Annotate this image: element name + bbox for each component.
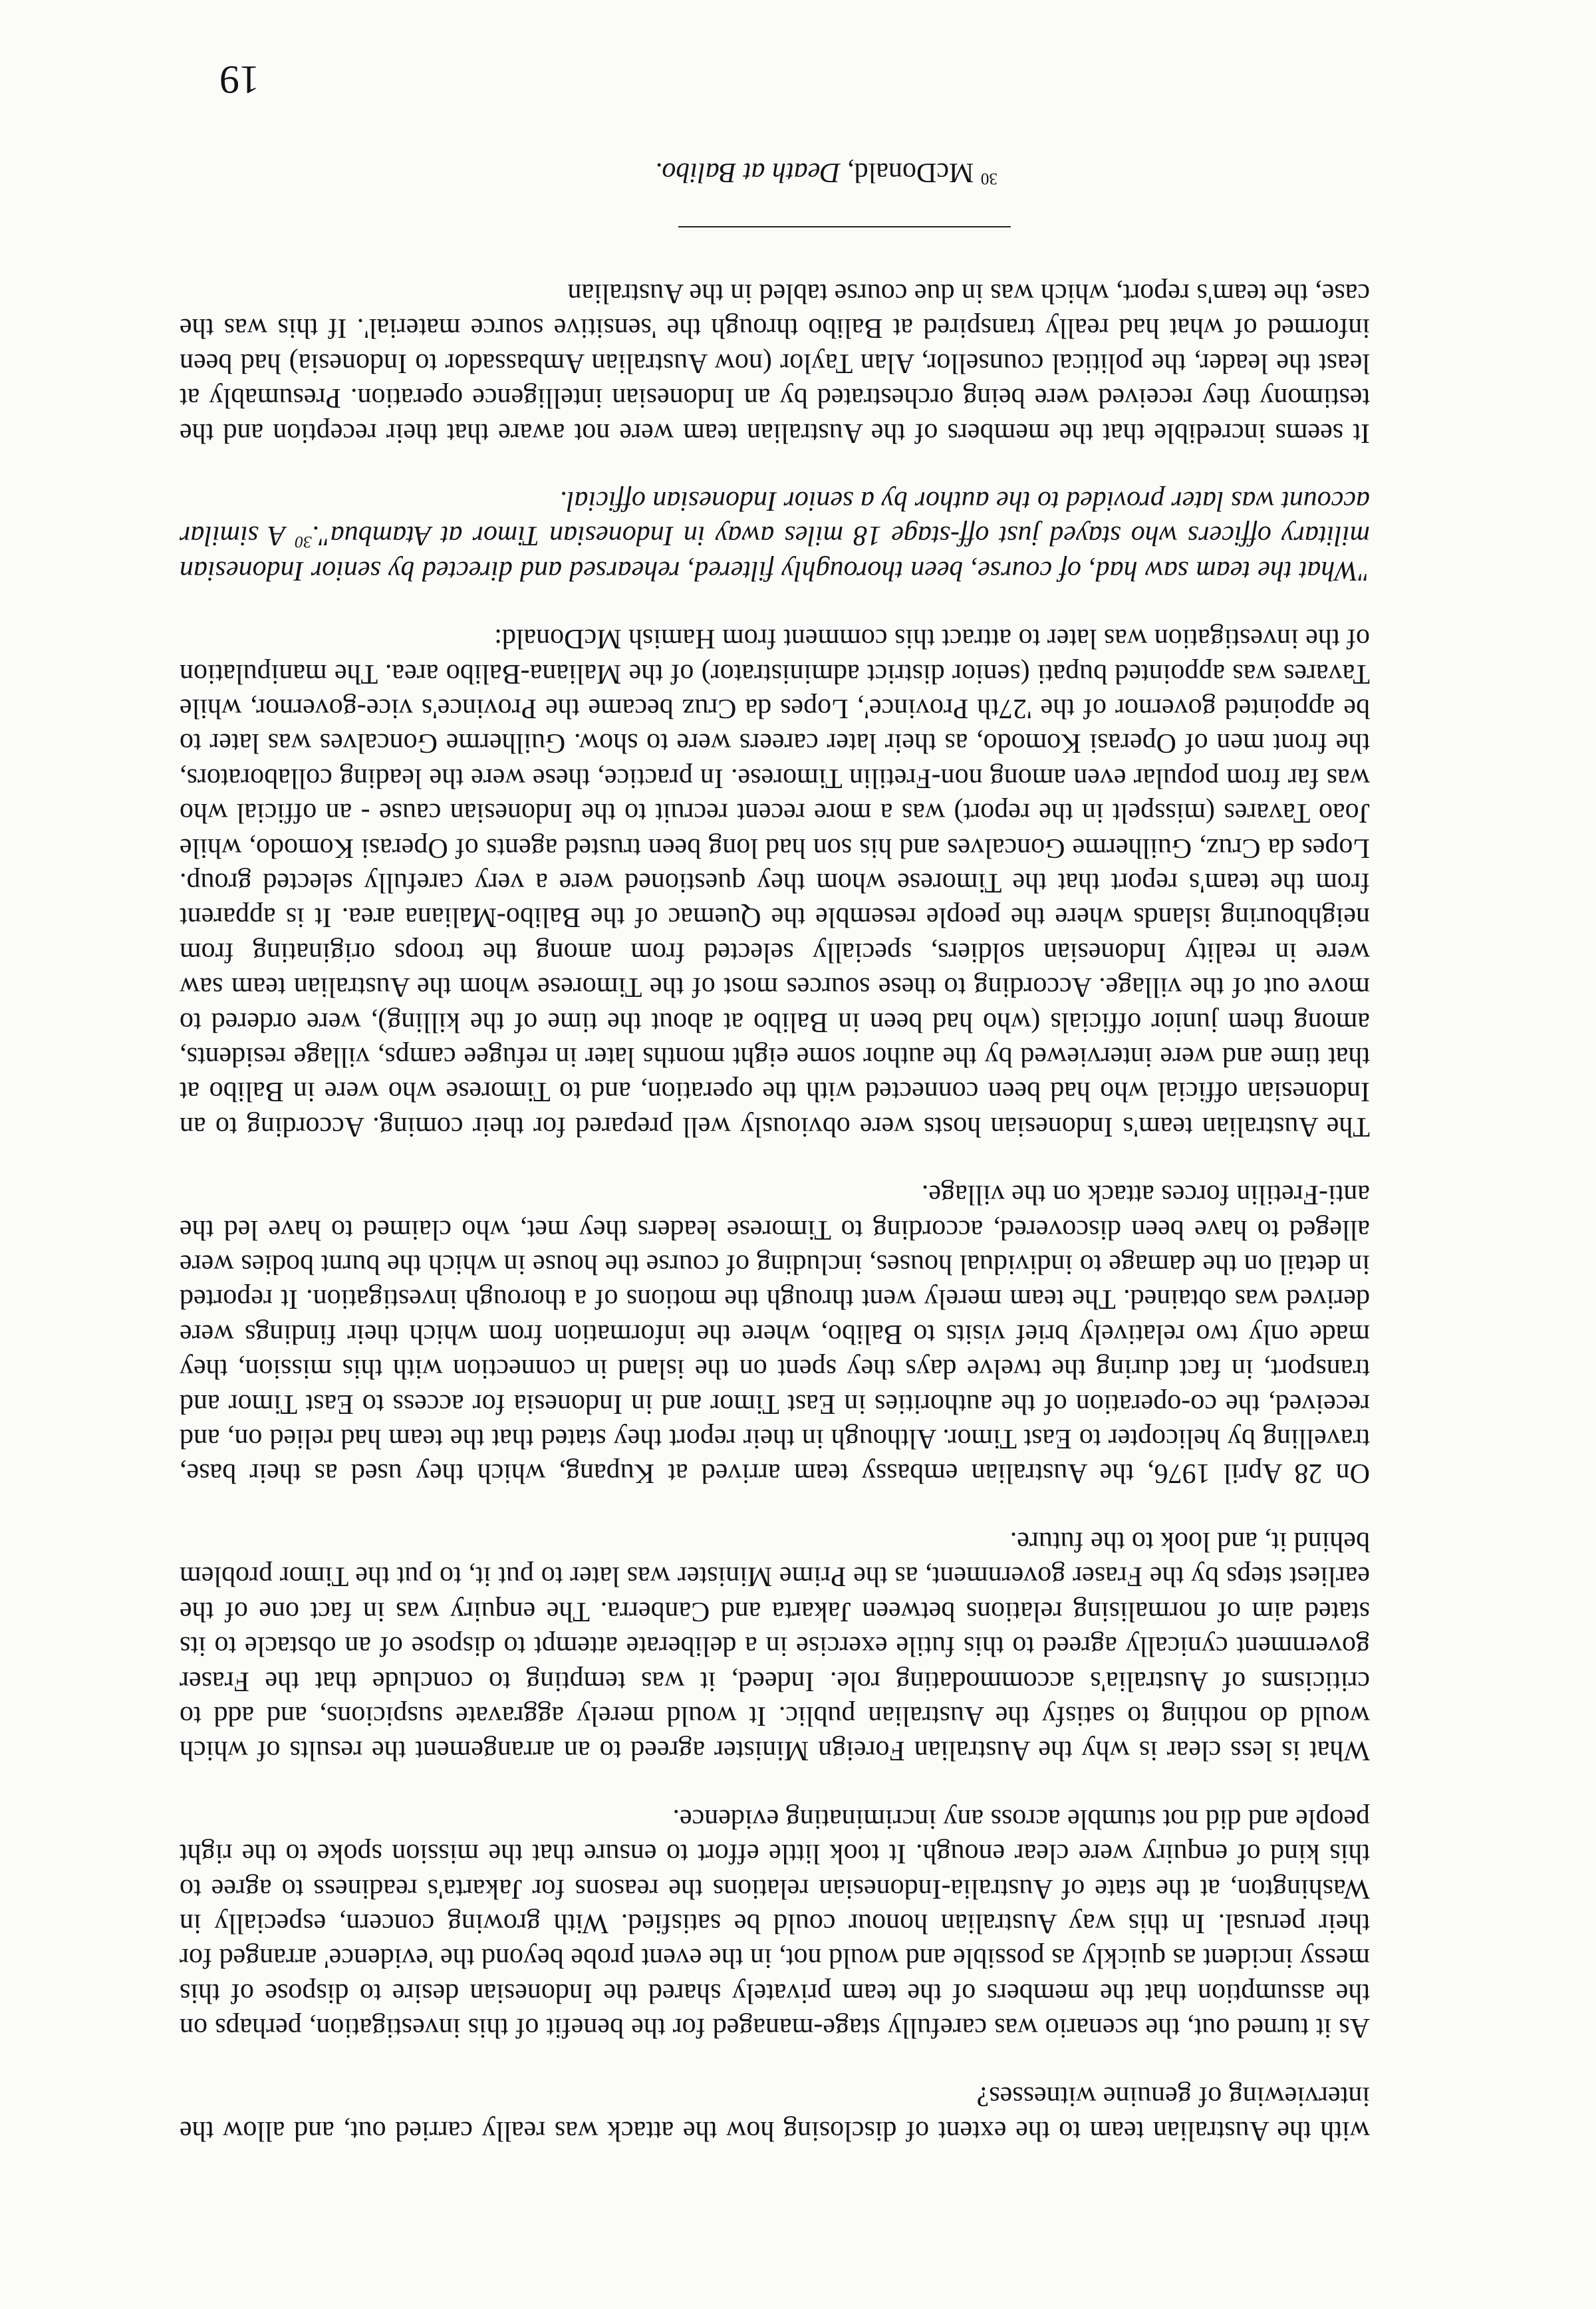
footnote-divider <box>678 226 1011 227</box>
quote-tail: A similar account was later provided to the author by a senior Indonesian official. <box>180 485 1370 551</box>
body-text <box>180 276 1370 2149</box>
page-number: 19 <box>219 58 259 102</box>
paragraph-6: It seems incredible that the members of the Australian team were not aware that their reception and the testimony they received were being orchestrated by an Indonesian intelligence operation. Presumably at least the leader, the political counsellor, Alan Taylor (now Australian Ambassador to Indonesia) had been informed of what had really transpired at Balibo through the 'sensitive source material'. If this was the case, the team's report, which was in due course tabled in the Australian <box>180 277 1370 448</box>
footnote-title: Death at Balibo. <box>654 157 841 188</box>
paragraph-5: The Australian team's Indonesian hosts were obviously well prepared for their coming. According to an Indonesian official who had been connected with the operation, and to Timorese who were in Balibo at that time and were interviewed by the author some eight months later in refugee camps, village residents, among them junior officials (who had been in Balibo at about the time of the killing), were ordered to move out of the village. According to these sources most of the Timorese whom the Australian team saw were in reality Indonesian soldiers, specially selected from among the troops originating from neighbouring islands where the people resemble the Quemac of the Balibo-Maliana area. It is apparent from the team's report that the Timorese whom they questioned were a very carefully selected group. Lopes da Cruz, Guilherme Goncalves and his son had long been trusted agents of Operasi Komodo, while Joao Tavares (misspelt in the report) was a more recent recruit to the Indonesian cause - an official who was far from popular even among non-Fretilin Timorese. In practice, these were the leading collaborators, the front men of Operasi Komodo, as their later careers were to show. Guilherme Goncalves was later to be appointed governor of the '27th Province', Lopes da Cruz became the Province's vice-governor, while Tavares was appointed bupati (senior district administrator) of the Maliana-Balibo area. The manipulation of the investigation was later to attract this comment from Hamish McDonald: <box>180 623 1370 1142</box>
paragraph-4: On 28 April 1976, the Australian embassy team arrived at Kupang, which they used as their base, travelling by helicopter to East Timor. Although in their report they stated that the team had relied on, and received, the co-operation of the authorities in East Timor and in Indonesia for access to East Timor and transport, in fact during the twelve days they spent on the island in connection with this mission, they made only two relatively brief visits to Balibo, where the information from which their findings were derived was obtained. The team merely went through the motions of a thorough investigation. It reported in detail on the damage to individual houses, including of course the house in which the burnt bodies were alleged to have been discovered, according to Timorese leaders they met, who claimed to have led the anti-Fretilin forces attack on the village. <box>180 1179 1370 1489</box>
block-quote <box>180 483 1370 588</box>
footnote-author: McDonald, <box>840 157 974 188</box>
paragraph-2: As it turned out, the scenario was carefully stage-managed for the benefit of this investigation, perhaps on the assumption that the members of the team privately shared the Indonesian desire to dispose of this messy incident as quickly as possible and would not, in the event probe beyond the 'evidence' arranged for their perusal. In this way Australian honour could be satisfied. With growing concern, especially in Washington, at the state of Australia-Indonesian relations the reasons for Jakarta's readiness to agree to this kind of enquiry were clear enough. It took little effort to ensure that the mission spoke to the right people and did not stumble across any incriminating evidence. <box>180 1803 1370 2044</box>
paragraph-1: with the Australian team to the extent of disclosing how the attack was really carried out, and allow the interviewing of genuine witnesses? <box>180 2080 1370 2146</box>
quote-footnote-ref: 30 <box>295 533 312 551</box>
footnote-number: 30 <box>980 170 998 188</box>
footnote <box>200 156 998 189</box>
quote-text: "What the team saw had, of course, been thoroughly filtered, rehearsed and directed by senior Indonesian military officers who stayed just off-stage 18 miles away in Indonesian Timor at Atambua". <box>180 520 1370 586</box>
paragraph-3: What is less clear is why the Australian Foreign Minister agreed to an arrangement the results of which would do nothing to satisfy the Australian public. It would merely aggravate suspicions, and add to criticisms of Australia's accommodating role. Indeed, it was tempting to conclude that the Fraser government cynically agreed to this futile exercise in a deliberate attempt to dispose of an obstacle to its stated aim of normalising relations between Jakarta and Canberra. The enquiry was in fact one of the earliest steps by the Fraser government, as the Prime Minister was later to put it, to put the Timor problem behind it, and look to the future. <box>180 1526 1370 1766</box>
